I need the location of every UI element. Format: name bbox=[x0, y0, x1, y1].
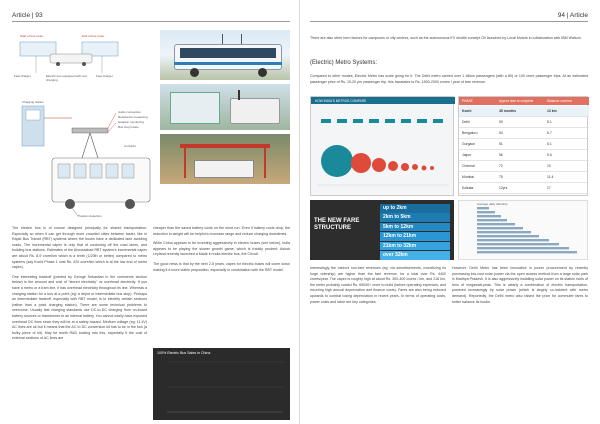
table-cell: 9.6 bbox=[547, 153, 552, 157]
electric-bus-photo bbox=[160, 30, 290, 80]
ridership-bars bbox=[459, 201, 589, 261]
bus-charging-diagram bbox=[12, 28, 152, 223]
start-route-label: Start of bus route bbox=[20, 34, 44, 38]
table-row bbox=[459, 128, 589, 139]
right-col2-para: However, Delhi Metro has been innovative in power procurement by recently purchasing low-cost solar power via the open access method from a large solar park in Madhya Pradesh. It is also aggressively installing solar power on its station roofs of tens of megawatt-peak. This is clearly a combination of electric transportation, powered increasingly by solar power (which is largely co-incident with metro demand). Reportedly, the Delhi metro also raised the price for commuter fares to better balance its books. bbox=[452, 266, 588, 304]
table-cell: Jaipur bbox=[462, 153, 472, 157]
table-cell: 6.7 bbox=[547, 131, 552, 135]
section-text bbox=[310, 74, 588, 89]
table-cell: 11.4 bbox=[547, 175, 554, 179]
callout-1: Fast charger bbox=[14, 74, 31, 78]
left-col2-para-1: cheaper than the saved battery costs on the short run. Even if battery costs drop, the reduction in weight will be helpful to increase range and reduce charging downtimes. bbox=[153, 226, 290, 236]
right-col2-text bbox=[452, 266, 588, 309]
onboard-system-4: Bus stop locate bbox=[118, 125, 139, 129]
table-body bbox=[459, 106, 589, 194]
china-chart-bars bbox=[153, 348, 290, 420]
right-col1-text bbox=[310, 266, 446, 309]
onboard-system-3: Isolation monitoring bbox=[118, 120, 145, 124]
table-row bbox=[459, 172, 589, 183]
table-cell: 50 bbox=[499, 120, 503, 124]
table-cell: Kolkata bbox=[462, 186, 474, 190]
charging-station-photo bbox=[160, 84, 290, 130]
metro-infographic bbox=[310, 96, 454, 196]
contacts-label: Contacts bbox=[124, 144, 136, 148]
table-row bbox=[459, 183, 589, 194]
table-cell: Kochi bbox=[462, 109, 472, 113]
table-cell: Mumbai bbox=[462, 175, 475, 179]
callout-3: Fast charger bbox=[96, 74, 113, 78]
onboard-system-2: Resistance measuring bbox=[118, 115, 148, 119]
table-row bbox=[459, 150, 589, 161]
table-cell: 17 bbox=[547, 186, 551, 190]
table-row bbox=[459, 161, 589, 172]
onboard-system-1: Audio connection bbox=[118, 110, 142, 114]
table-cell: 72 bbox=[499, 164, 503, 168]
section-title: (Electric) Metro Systems: bbox=[310, 60, 378, 66]
left-col2-text bbox=[153, 226, 290, 277]
metro-phase-table bbox=[458, 96, 588, 196]
table-cell: 75 bbox=[499, 175, 503, 179]
callout-2: Electric bus equipped with roof charging bbox=[46, 74, 87, 82]
table-row bbox=[459, 106, 589, 117]
table-cell: 51 bbox=[499, 142, 503, 146]
fare-title: THE NEW FARE STRUCTURE bbox=[314, 218, 360, 231]
th-phase: PHASE bbox=[462, 99, 473, 103]
table-cell: 13 km bbox=[547, 109, 557, 113]
left-page-header: Article | 93 bbox=[12, 12, 43, 19]
intro-para: There are also other form factors for campuses or city centres, such as the autonomous EV shuttle concept Oli launched by Local Motors in collaboration with IBM Watson. bbox=[310, 36, 582, 40]
table-cell: 45 months bbox=[499, 109, 516, 113]
left-col1-para-1: The electric bus is of course designed principally for shared transportation. Especially so when it can get through more crowded cities between faster, like in Rapid Bus Transit (RBT) systems where the buses have a dedicated lane avoiding roads. The incremental capex is only that of cordoning off the road lanes, and building bus stations. Estimates of the Ahmedabad RBT system's incremental capex are about Rs. 8-9 crore/km which is a tenth (1/20th or better) compared to metro systems (say Kochi Phase 1 cost Rs. 220 crore/km which is at the low end of metro capex). bbox=[12, 226, 147, 270]
left-col1-para-2: One interesting tradeoff (pointed by George Sebastian in the comments section below) is the amount and cost of "stored electricity" vs overhead electricity. If you have a metro or a tram line, it has overhead electricity throughout its line. Whereas a charging station for a bus at a point (eg: a depot or intermediate bus stop). Perhaps an intermediate tradeoff, especially with RBT model, is to electrify certain sections (rather than a point charging station). There are some technical problems to overcome. Usually fast charging standards use DC-to-DC charging from on-board battery sources or transformer to an internal battery. You cannot easily have exposed overhead DC lines since they will be at a safety hazard. Medium voltage (eg: 11 kV) AC lines are ok but it means that the AC to DC conversion kit has to be in the bus (a bulky piece of kit). May be worth R&D looking into this, especially if the cost of external sections of AC lines are bbox=[12, 274, 147, 341]
ridership-chart bbox=[458, 200, 588, 260]
left-col2-para-3: The good news is that by the next 2-5 years, capex for electric buses will come down making it a more viable proposition, especially in combination with the RBT model. bbox=[153, 261, 290, 272]
table-cell: Bengaluru bbox=[462, 131, 478, 135]
header-rule-right bbox=[310, 21, 588, 22]
table-cell: 5.1 bbox=[547, 142, 552, 146]
table-cell: 54 bbox=[499, 131, 503, 135]
right-col1-para: Interestingly the metro's non-fare revenues (eg: via advertisements, monetizing its huge ridership) are higher than the fare revenue, for a total over Rs. 4400 crores/year. The capex is roughly high at about Rs. 300-400 crores / km, and 218 km, the metro probably costed Rs. 65000+ crore to build (before operating expenses, and incurring high annual depreciation and finance costs). Fares are also being reduced upwards to combat losing depreciation in recent years. In terms of operating costs, power costs and labor are key categories. bbox=[310, 266, 446, 304]
right-page-header: 94 | Article bbox=[557, 12, 588, 19]
right-page bbox=[300, 0, 600, 424]
table-row bbox=[459, 139, 589, 150]
fare-item: over 32km bbox=[380, 251, 450, 260]
bus-depot-photo bbox=[160, 134, 290, 184]
fare-item: 2km to 5km bbox=[380, 213, 450, 222]
table-cell: 8.1 bbox=[547, 120, 552, 124]
table-row bbox=[459, 117, 589, 128]
left-col2-para-2: While China appears to be investing aggressively in electric buses (see below), India appears to be playing the slower growth game, which is frankly prudent. Ashok Leyland recently launched a Made in India electric bus, the Circuit. bbox=[153, 241, 290, 257]
table-cell: Gurgaon bbox=[462, 142, 476, 146]
infographic-title: HOW INDIA'S METROS COMPARE bbox=[315, 98, 367, 103]
infographic-graphic bbox=[311, 97, 455, 197]
left-col1-text bbox=[12, 226, 147, 346]
fare-item: 5km to 12km bbox=[380, 223, 450, 232]
charging-station-label: Charging station bbox=[22, 100, 44, 104]
section-para: Compared to other modes, Electric Metro has scale going for it. The Delhi metro carried over 1 billion passengers (with a 80) or 100 crore passenger trips. At an estimated passenger price of Rs. 15-20 per passenger trip, this translates to Rs. 1500-2000 crores / year of fare revenue. bbox=[310, 74, 588, 84]
header-rule bbox=[12, 21, 290, 22]
th-time: Approx time to complete bbox=[499, 99, 534, 103]
table-cell: Chennai bbox=[462, 164, 475, 168]
table-cell: 12yrs bbox=[499, 186, 508, 190]
fare-item: 12km to 21km bbox=[380, 232, 450, 241]
fare-item: 21km to 32km bbox=[380, 242, 450, 251]
position-label: Position detection bbox=[78, 214, 102, 218]
ridership-title: Average daily ridership bbox=[477, 202, 508, 206]
th-distance: Distance covered bbox=[547, 99, 572, 103]
fare-structure-panel bbox=[310, 200, 454, 260]
intro-text bbox=[310, 36, 588, 46]
fare-items bbox=[380, 204, 450, 260]
china-chart-title: 100% Electric Bus Sales in China bbox=[157, 351, 211, 355]
end-route-label: End of bus route bbox=[82, 34, 105, 38]
table-cell: 56 bbox=[499, 153, 503, 157]
fare-item: up to 2km bbox=[380, 204, 450, 213]
table-cell: Delhi bbox=[462, 120, 470, 124]
china-bus-sales-chart bbox=[153, 348, 290, 420]
table-cell: 10 bbox=[547, 164, 551, 168]
